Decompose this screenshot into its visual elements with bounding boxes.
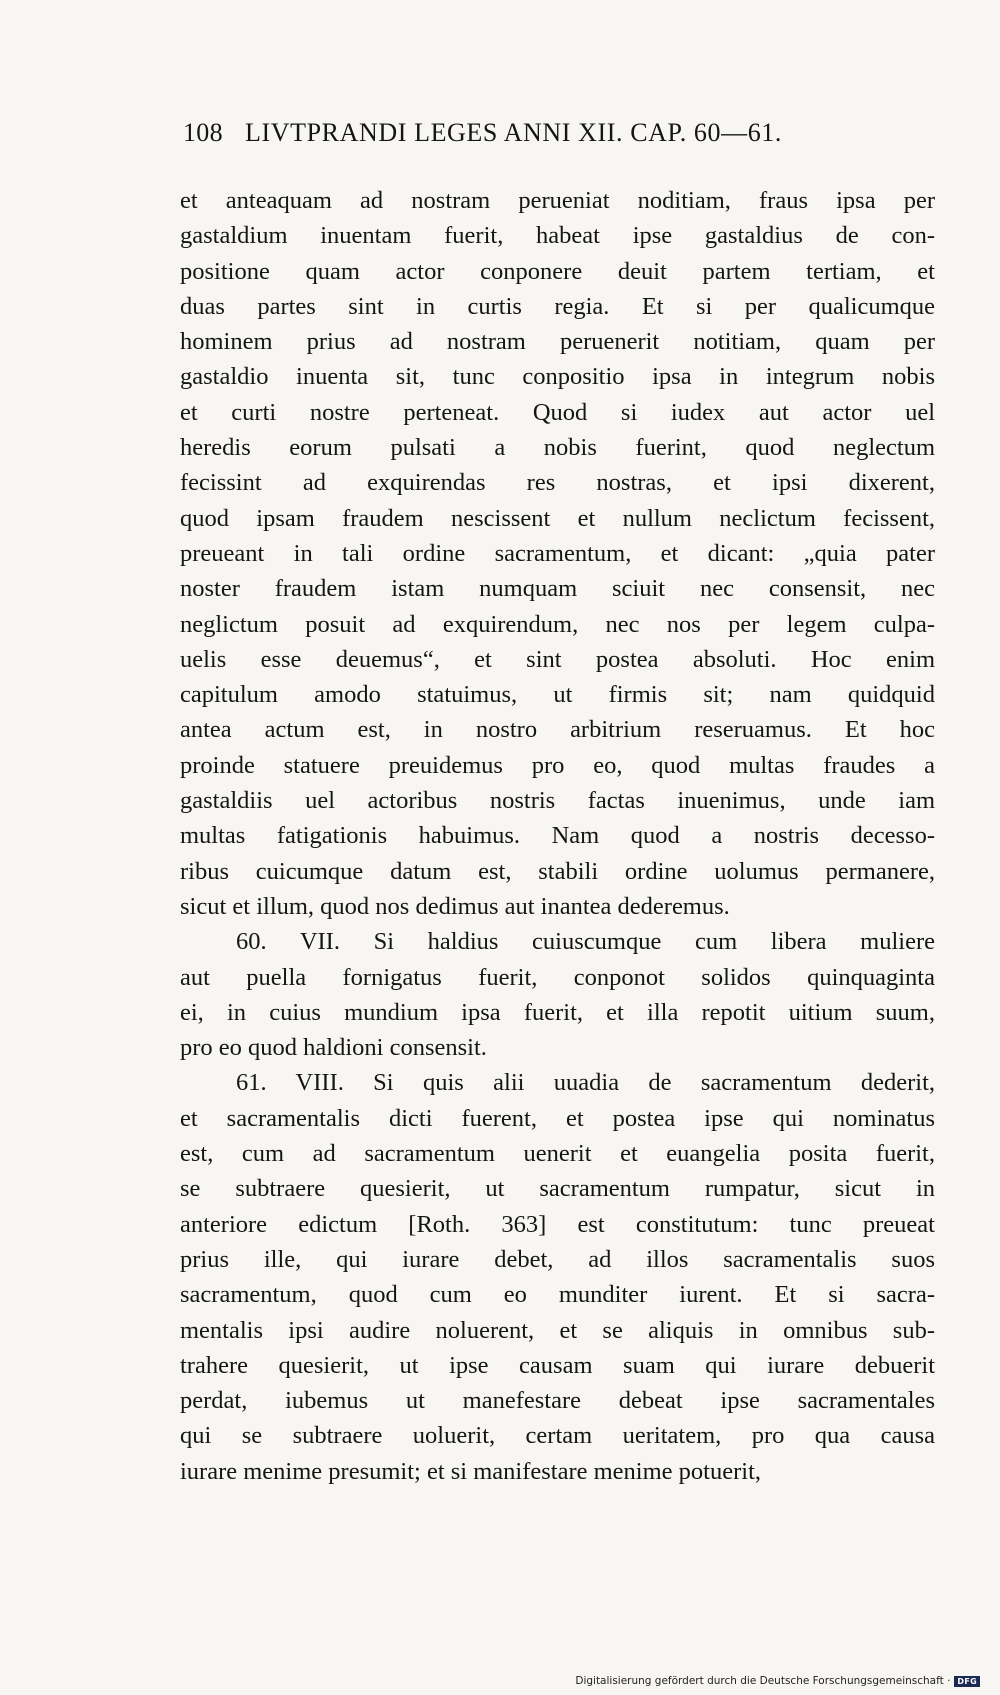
text-line: duas partes sint in curtis regia. Et si per qualicumque bbox=[180, 292, 935, 320]
text-line: 60. VII. Si haldius cuiuscumque cum libera muliere bbox=[236, 928, 935, 956]
text-line: noster fraudem istam numquam sciuit nec consensit, nec bbox=[180, 575, 935, 603]
text-line: positione quam actor conponere deuit partem tertiam, et bbox=[180, 257, 935, 285]
text-line: ribus cuicumque datum est, stabili ordine uolumus permanere, bbox=[180, 857, 935, 885]
text-line: sicut et illum, quod nos dedimus aut inantea dederemus. bbox=[180, 892, 730, 920]
text-line: qui se subtraere uoluerit, certam ueritatem, pro qua causa bbox=[180, 1422, 935, 1450]
digitization-credit bbox=[575, 1675, 980, 1687]
text-line: neglictum posuit ad exquirendum, nec nos per legem culpa- bbox=[180, 610, 935, 638]
text-line: et curti nostre perteneat. Quod si iudex aut actor uel bbox=[180, 398, 935, 426]
page-header bbox=[183, 118, 833, 158]
body-text bbox=[180, 183, 935, 1489]
text-line: pro eo quod haldioni consensit. bbox=[180, 1034, 487, 1062]
text-line: se subtraere quesierit, ut sacramentum rumpatur, sicut in bbox=[180, 1175, 935, 1203]
text-line: ei, in cuius mundium ipsa fuerit, et illa repotit uitium suum, bbox=[180, 998, 935, 1026]
text-line: et sacramentalis dicti fuerent, et postea ipse qui nominatus bbox=[180, 1104, 935, 1132]
text-line: et anteaquam ad nostram perueniat noditiam, fraus ipsa per bbox=[180, 187, 935, 214]
text-line: perdat, iubemus ut manefestare debeat ipse sacramentales bbox=[180, 1387, 935, 1415]
text-line: heredis eorum pulsati a nobis fuerint, quod neglectum bbox=[180, 434, 935, 462]
text-line: iurare menime presumit; et si manifestare menime potuerit, bbox=[180, 1457, 762, 1485]
text-line: anteriore edictum [Roth. 363] est constitutum: tunc preueat bbox=[180, 1210, 935, 1238]
running-title: LIVTPRANDI LEGES ANNI XII. CAP. 60—61. bbox=[245, 118, 783, 147]
text-line: preueant in tali ordine sacramentum, et dicant: „quia pater bbox=[180, 539, 935, 567]
text-line: gastaldio inuenta sit, tunc conpositio ipsa in integrum nobis bbox=[180, 363, 935, 391]
text-line: aut puella fornigatus fuerit, conponot solidos quinquaginta bbox=[180, 963, 935, 991]
text-line: fecissint ad exquirendas res nostras, et ipsi dixerent, bbox=[180, 469, 935, 497]
credit-text: Digitalisierung gefördert durch die Deutsche Forschungsgemeinschaft · bbox=[575, 1675, 951, 1687]
text-line: capitulum amodo statuimus, ut firmis sit; nam quidquid bbox=[180, 681, 935, 709]
text-line: mentalis ipsi audire noluerent, et se aliquis in omnibus sub- bbox=[180, 1316, 935, 1344]
text-line: antea actum est, in nostro arbitrium reseruamus. Et hoc bbox=[180, 716, 935, 744]
text-line: trahere quesierit, ut ipse causam suam qui iurare debuerit bbox=[180, 1351, 935, 1379]
text-line: sacramentum, quod cum eo munditer iurent. Et si sacra- bbox=[180, 1281, 935, 1309]
text-line: est, cum ad sacramentum uenerit et euangelia posita fuerit, bbox=[180, 1140, 935, 1168]
text-line: gastaldium inuentam fuerit, habeat ipse gastaldius de con- bbox=[180, 222, 935, 250]
text-line: multas fatigationis habuimus. Nam quod a nostris decesso- bbox=[180, 822, 935, 850]
text-line: 61. VIII. Si quis alii uuadia de sacramentum dederit, bbox=[236, 1069, 935, 1097]
text-line: hominem prius ad nostram peruenerit notitiam, quam per bbox=[180, 328, 935, 356]
text-line: quod ipsam fraudem nescissent et nullum neclictum fecissent, bbox=[180, 504, 935, 532]
text-line: uelis esse deuemus“, et sint postea absoluti. Hoc enim bbox=[180, 645, 935, 673]
dfg-logo-icon: DFG bbox=[954, 1676, 980, 1687]
text-line: proinde statuere preuidemus pro eo, quod multas fraudes a bbox=[180, 751, 935, 779]
page-number: 108 bbox=[183, 118, 223, 147]
text-line: gastaldiis uel actoribus nostris factas inuenimus, unde iam bbox=[180, 787, 935, 815]
text-line: prius ille, qui iurare debet, ad illos sacramentalis suos bbox=[180, 1245, 935, 1273]
